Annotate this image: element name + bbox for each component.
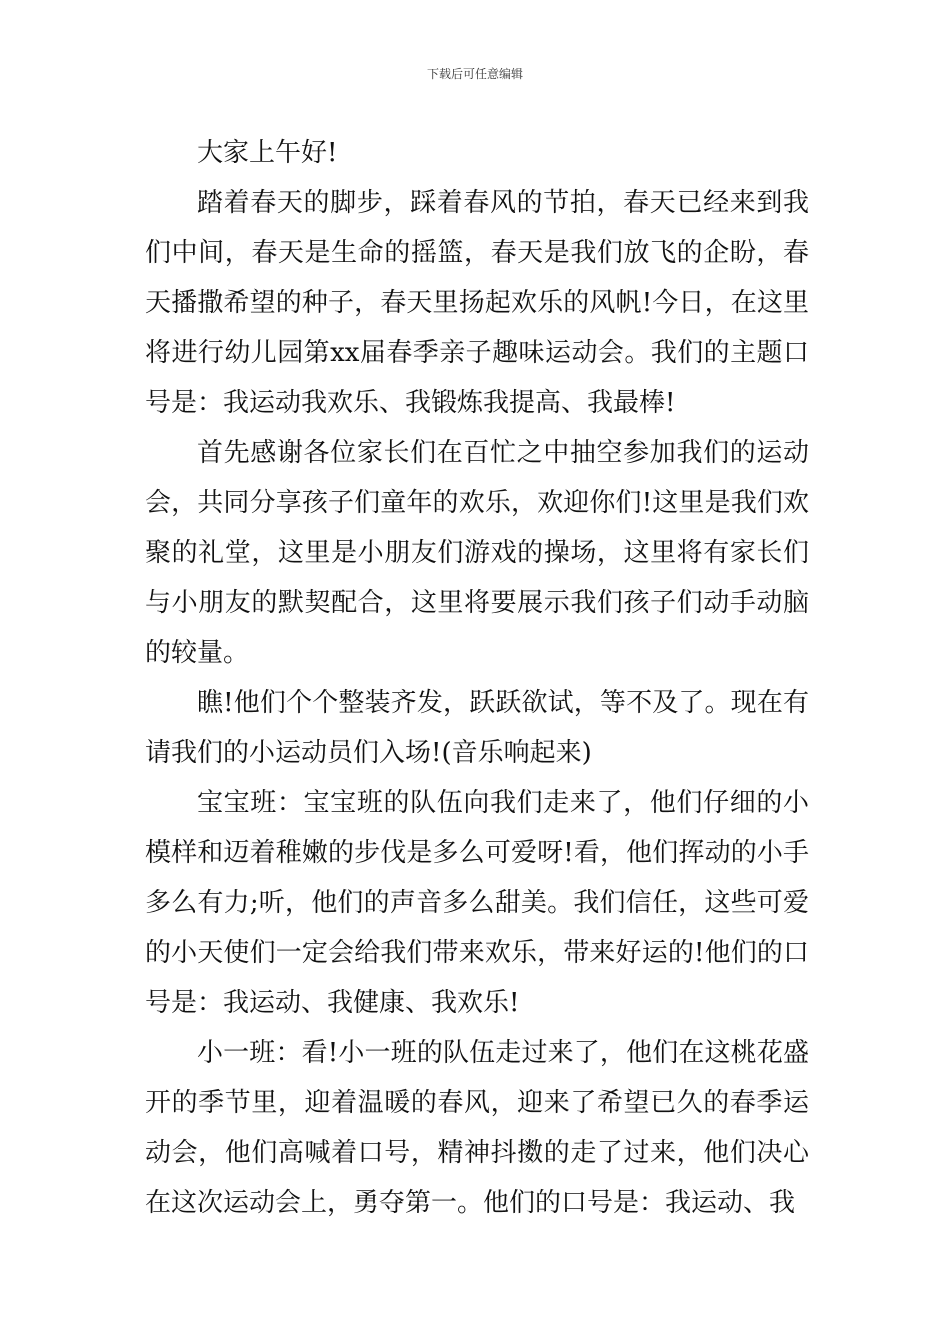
document-body <box>145 128 809 1228</box>
paragraph-greeting: 大家上午好! <box>197 138 338 168</box>
paragraph-baby-class: 宝宝班：宝宝班的队伍向我们走来了，他们仔细的小模样和迈着稚嫩的步伐是多么可爱呀!看，他们挥动的小手多么有力;听，他们的声音多么甜美。我们信任，这些可爱的小天使们一定会给我们带来欢乐，带来好运的!他们的口号是：我运动、我健康、我欢乐! <box>145 788 809 1018</box>
paragraph-class-one: 小一班：看!小一班的队伍走过来了，他们在这桃花盛开的季节里，迎着温暖的春风，迎来了希望已久的春季运动会，他们高喊着口号，精神抖擞的走了过来，他们决心在这次运动会上，勇夺第一。他们的口号是：我运动、我 <box>145 1038 809 1218</box>
paragraph-thanks: 首先感谢各位家长们在百忙之中抽空参加我们的运动会，共同分享孩子们童年的欢乐，欢迎你们!这里是我们欢聚的礼堂，这里是小朋友们游戏的操场，这里将有家长们与小朋友的默契配合，这里将要展示我们孩子们动手动脑的较量。 <box>145 438 809 668</box>
paragraph-entrance: 瞧!他们个个整装齐发，跃跃欲试，等不及了。现在有请我们的小运动员们入场!(音乐响起来) <box>145 688 809 768</box>
page-header: 下载后可任意编辑 <box>426 67 523 81</box>
paragraph-opening: 踏着春天的脚步，踩着春风的节拍，春天已经来到我们中间，春天是生命的摇篮，春天是我们放飞的企盼，春天播撒希望的种子，春天里扬起欢乐的风帆!今日，在这里将进行幼儿园第xx届春季亲子趣味运动会。我们的主题口号是：我运动我欢乐、我锻炼我提高、我最棒! <box>145 188 809 418</box>
